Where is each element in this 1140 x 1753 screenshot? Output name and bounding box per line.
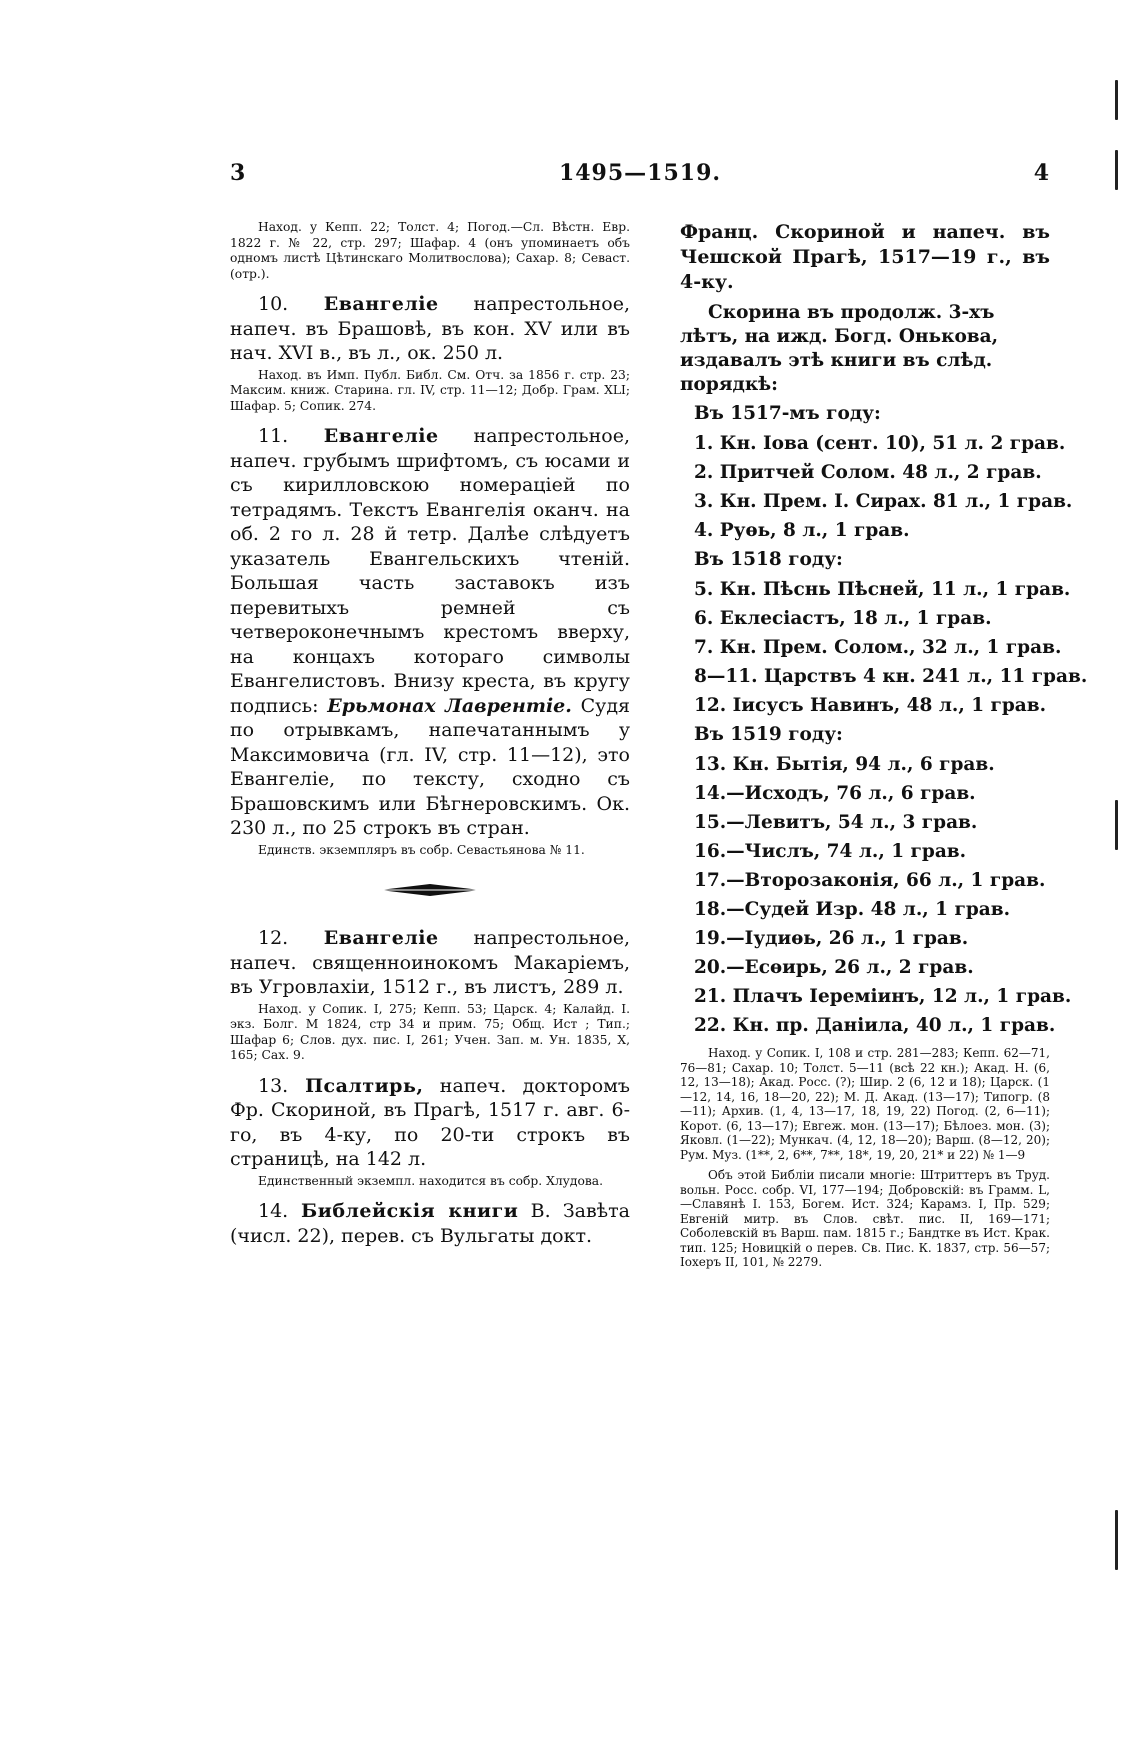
year-range: 1495—1519. (558, 160, 722, 186)
entry-title: Псалтирь, (305, 1074, 424, 1097)
books-list-1519 (680, 750, 1072, 1040)
list-item: 7. Кн. Прем. Солом., 32 л., 1 грав. (694, 637, 1062, 658)
list-item: 5. Кн. Пѣснь Пѣсней, 11 л., 1 грав. (694, 579, 1071, 600)
books-list-1517 (680, 429, 1073, 545)
scan-edge-line (1115, 800, 1118, 850)
entry-text: В. Завѣта (числ. 22), перев. съ Вульгаты докт. (230, 1200, 630, 1247)
entry-10 (230, 292, 630, 366)
entry-number: 10. (258, 293, 289, 315)
year-heading-1519: Въ 1519 году: (694, 724, 843, 745)
list-item: 1. Кн. Іова (сент. 10), 51 л. 2 грав. (694, 433, 1066, 454)
entry-number: 11. (258, 425, 289, 447)
list-item: 8—11. Царствъ 4 кн. 241 л., 11 грав. (694, 666, 1088, 687)
scan-edge-line (1115, 80, 1118, 120)
ornament-icon (380, 884, 480, 896)
list-item: 16.—Числъ, 74 л., 1 грав. (694, 841, 967, 862)
entry-title: Евангеліе (323, 293, 439, 315)
entry-12-note: Наход. у Сопик. I, 275; Кепп. 53; Царск. 4; Калайд. I. экз. Болг. М 1824, стр 34 и прим. 75; Общ. Ист ; Тип.; Шафар 6; Слов. дух. пис. I, 261; Учен. Зап. м. Ун. 1835, X, 165; Сах. 9. (230, 1001, 630, 1062)
list-item: 13. Кн. Бытія, 94 л., 6 грав. (694, 754, 995, 775)
entry-title: Евангеліе (323, 927, 439, 949)
entry-11-note: Единств. экземпляръ въ собр. Севастьянова № 11. (258, 842, 585, 857)
entry-title: Евангеліе (323, 425, 439, 447)
list-item: 17.—Второзаконія, 66 л., 1 грав. (694, 870, 1046, 891)
page-number-left: 3 (230, 160, 247, 186)
entry-14-continued: Франц. Скориной и напеч. въ Чешской Прагѣ, 1517—19 г., въ 4-ку. (680, 221, 1050, 293)
year-heading-1518: Въ 1518 году: (694, 549, 843, 570)
year-heading-1517: Въ 1517-мъ году: (694, 403, 881, 424)
list-item: 4. Руѳь, 8 л., 1 грав. (694, 520, 910, 541)
entry-italic-inscription: Ерьмонах Лаврентіе. (327, 694, 572, 717)
left-column (230, 220, 630, 1250)
list-item: 15.—Левитъ, 54 л., 3 грав. (694, 812, 978, 833)
note-continued: Наход. у Кепп. 22; Толст. 4; Погод.—Сл. Вѣстн. Евр. 1822 г. № 22, стр. 297; Шафар. 4 (онъ упоминаетъ объ одномъ листѣ Цѣтинскаго Молитвослова); Сахар. 8; Севаст. (отр.). (230, 220, 630, 281)
literature-note: Объ этой Библіи писали многіе: Штриттеръ въ Труд. вольн. Росс. собр. VI, 177—194; Добровскій: въ Грамм. L,—Славянѣ I. 153, Богем. Ист. 324; Карамз. I, Пр. 529; Евгеній митр. въ Слов. свѣт. пис. II, 169—171; Соболевскій въ Варш. пам. 1815 г.; Бандтке въ Ист. Крак. тип. 125; Новицкій о перев. Св. Пис. К. 1837, стр. 56—57; Іохеръ II, 101, № 2279. (680, 1168, 1050, 1269)
entry-14 (230, 1199, 630, 1248)
entry-text: напрестольное, напеч. грубымъ шрифтомъ, съ юсами и съ кирилловскою номераціей по тетрадямъ. Текстъ Евангелія оканч. на об. 2 го л. 28 й тетр. Далѣе слѣдуетъ указатель Евангельскихъ чтеній. Большая часть заставокъ изъ перевитыхъ ремней съ четвероконечнымъ крестомъ вверху, на концахъ котораго символы Евангелистовъ. Внизу креста, въ кругу подпись: (230, 425, 630, 717)
list-item: 6. Еклесіастъ, 18 л., 1 грав. (694, 608, 992, 629)
list-item: 14.—Исходъ, 76 л., 6 грав. (694, 783, 976, 804)
holdings-note: Наход. у Сопик. I, 108 и стр. 281—283; Кепп. 62—71, 76—81; Сахар. 10; Толст. 5—11 (всѣ 22 кн.); Акад. Н. (6, 12, 13—18); Акад. Росс. (?); Шир. 2 (6, 12 и 18); Царск. (1—12, 14, 16, 18—20, 22); М. Д. Акад. (13—17); Типогр. (8—11); Архив. (1, 4, 13—17, 18, 19, 22) Погод. (2, 6—11); Корот. (6, 13—17); Евгеж. мон. (13—17); Бѣлоез. мон. (3); Яковл. (1—22); Мункач. (4, 12, 18—20); Варш. (8—12, 20); Рум. Муз. (1**, 2, 6**, 7**, 18*, 19, 20, 21* и 22) № 1—9 (680, 1046, 1050, 1162)
list-item: 3. Кн. Прем. І. Сирах. 81 л., 1 грав. (694, 491, 1073, 512)
entry-11 (230, 424, 630, 841)
list-item: 22. Кн. пр. Даніила, 40 л., 1 грав. (694, 1015, 1056, 1036)
entry-13 (230, 1074, 630, 1172)
page-number-right: 4 (1033, 160, 1050, 186)
entry-text: Судя по отрывкамъ, напечатаннымъ у Максимовича (гл. IV, стр. 11—12), это Евангеліе, по тексту, сходно съ Брашовскимъ или Бѣгнеровскимъ. Ок. 230 л., по 25 строкъ въ стран. (230, 694, 630, 839)
entry-text: напеч. докторомъ Фр. Скориной, въ Прагѣ, 1517 г. авг. 6-го, въ 4-ку, по 20-ти строкъ въ страницѣ, на 142 л. (230, 1074, 630, 1170)
entry-13-note: Единственный экземпл. находится въ собр. Хлудова. (258, 1173, 604, 1188)
entry-text: напрестольное, напеч. въ Брашовѣ, въ кон. XV или въ нач. XVI в., въ л., ок. 250 л. (230, 293, 630, 364)
list-item: 2. Притчей Солом. 48 л., 2 грав. (694, 462, 1042, 483)
right-column (680, 220, 1088, 1276)
books-order-intro: Скорина въ продолж. 3-хъ лѣтъ, на ижд. Богд. Онькова, издавалъ этѣ книги въ слѣд. порядкѣ: (680, 302, 999, 395)
list-item: 12. Іисусъ Навинъ, 48 л., 1 грав. (694, 695, 1047, 716)
entry-text: напрестольное, напеч. священноинокомъ Макаріемъ, въ Угровлахіи, 1512 г., въ листъ, 289 л. (230, 927, 630, 998)
entry-title: Библейскія книги (301, 1200, 519, 1222)
list-item: 18.—Судей Изр. 48 л., 1 грав. (694, 899, 1011, 920)
books-list-1518 (680, 575, 1088, 720)
running-header (230, 160, 1050, 194)
entry-10-note: Наход. въ Имп. Публ. Библ. См. Отч. за 1856 г. стр. 23; Максим. книж. Старина. гл. IV, стр. 11—12; Добр. Грам. XLI; Шафар. 5; Сопик. 274. (230, 367, 630, 413)
scan-edge-line (1115, 150, 1118, 190)
entry-number: 13. (258, 1074, 289, 1097)
section-divider-ornament (230, 884, 630, 896)
entry-number: 14. (258, 1200, 289, 1222)
list-item: 20.—Есѳирь, 26 л., 2 грав. (694, 957, 974, 978)
scan-edge-line (1115, 1510, 1118, 1570)
entry-12 (230, 926, 630, 1000)
entry-number: 12. (258, 927, 289, 949)
list-item: 21. Плачъ Іереміинъ, 12 л., 1 грав. (694, 986, 1072, 1007)
list-item: 19.—Іудиѳь, 26 л., 1 грав. (694, 928, 969, 949)
